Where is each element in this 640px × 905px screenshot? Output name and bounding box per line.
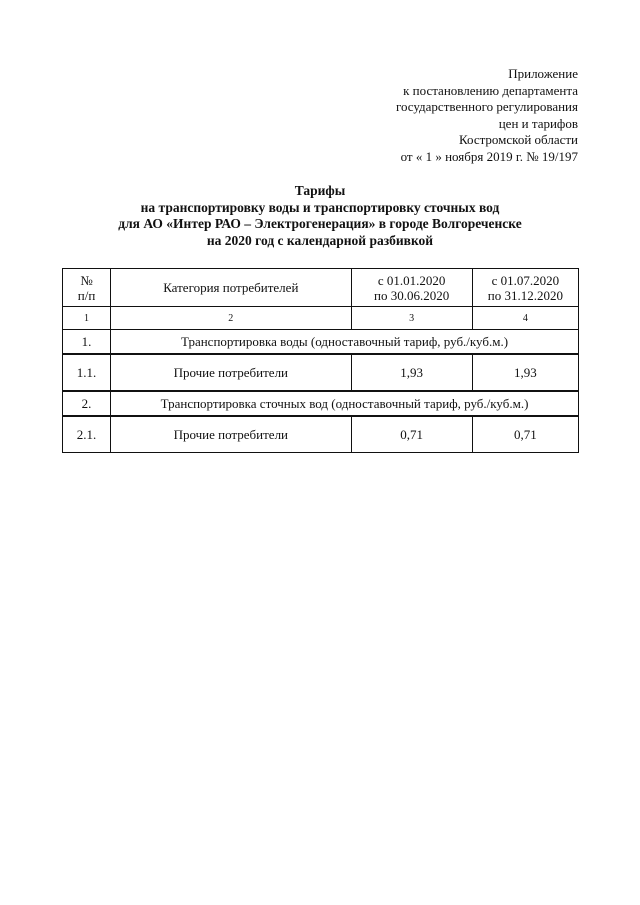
header-num (63, 269, 111, 307)
header-num-line: п/п (77, 287, 96, 303)
title-line: Тарифы (294, 183, 346, 198)
header-category: Категория потребителей (111, 269, 351, 307)
table-row (63, 354, 579, 391)
appendix-block (396, 66, 578, 166)
column-number: 3 (351, 307, 472, 330)
item-value-period-2: 1,93 (472, 354, 578, 391)
table-row (63, 416, 579, 453)
appendix-line: от « 1 » ноября 2019 г. № 19/197 (400, 148, 578, 164)
section-num: 1. (63, 330, 111, 355)
appendix-line: цен и тарифов (498, 115, 578, 131)
header-period-2-line: по 31.12.2020 (487, 287, 563, 303)
title-line: для АО «Интер РАО – Электрогенерация» в городе Волгореченске (118, 216, 522, 231)
item-num: 1.1. (63, 354, 111, 391)
section-row (63, 330, 579, 355)
column-number: 4 (472, 307, 578, 330)
item-category: Прочие потребители (111, 354, 351, 391)
item-value-period-2: 0,71 (472, 416, 578, 453)
item-value-period-1: 1,93 (351, 354, 472, 391)
section-num: 2. (63, 391, 111, 416)
appendix-line: к постановлению департамента (403, 82, 578, 98)
header-period-2-line: с 01.07.2020 (491, 272, 560, 288)
header-period-1-line: с 01.01.2020 (377, 272, 446, 288)
header-period-2 (472, 269, 578, 307)
title-line: на транспортировку воды и транспортировку сточных вод (140, 199, 500, 215)
appendix-line: Костромской области (458, 132, 578, 148)
item-num: 2.1. (63, 416, 111, 453)
section-row (63, 391, 579, 416)
column-number: 1 (63, 307, 111, 330)
section-title: Транспортировка сточных вод (одноставочный тариф, руб./куб.м.) (111, 391, 579, 416)
column-number-row (63, 307, 579, 330)
document-title (60, 183, 580, 249)
appendix-line: Приложение (508, 66, 578, 81)
header-period-1-line: по 30.06.2020 (374, 287, 450, 303)
header-period-1 (351, 269, 472, 307)
tariff-table (62, 268, 579, 453)
section-title: Транспортировка воды (одноставочный тариф, руб./куб.м.) (111, 330, 579, 355)
appendix-line: государственного регулирования (395, 99, 578, 115)
title-line: на 2020 год с календарной разбивкой (206, 232, 434, 248)
column-number: 2 (111, 307, 351, 330)
table-header-row (63, 269, 579, 307)
item-category: Прочие потребители (111, 416, 351, 453)
header-num-line: № (80, 272, 93, 288)
item-value-period-1: 0,71 (351, 416, 472, 453)
